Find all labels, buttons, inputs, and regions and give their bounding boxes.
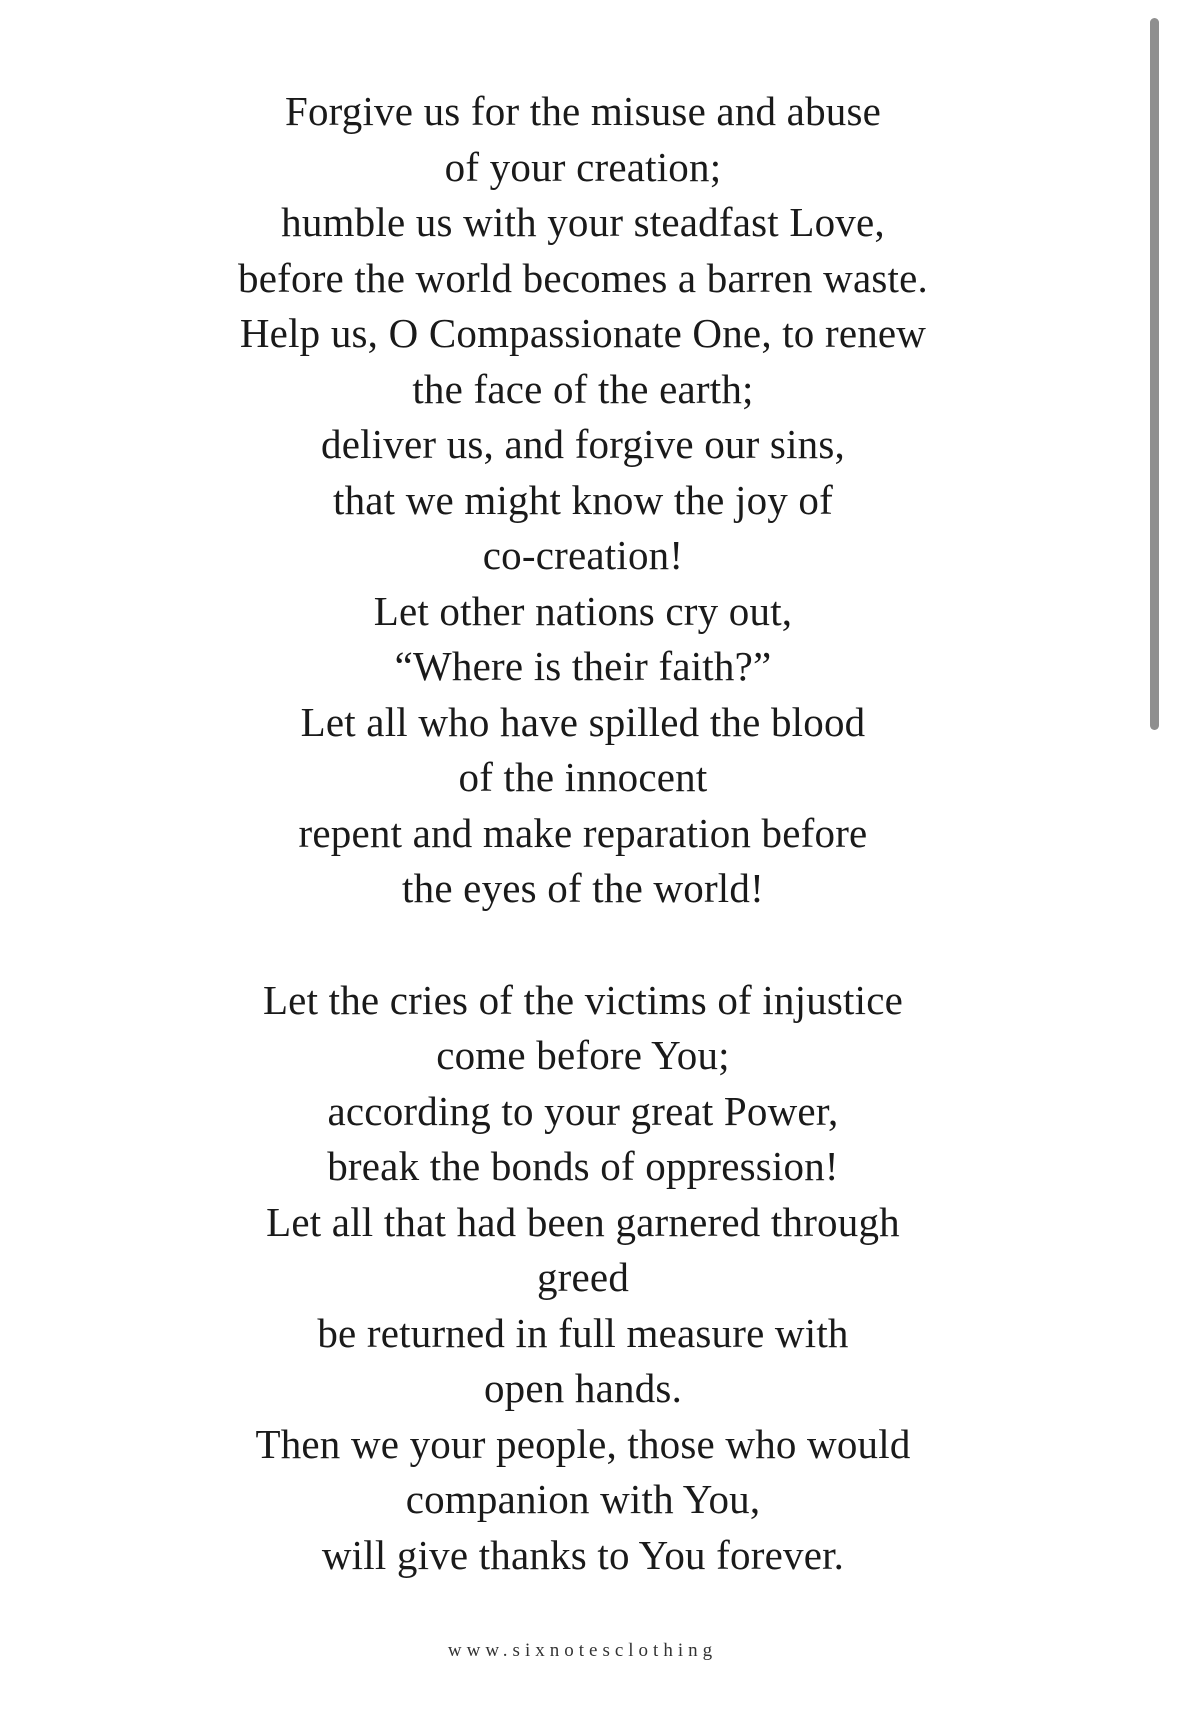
stanza-divider	[168, 917, 998, 973]
poem-line: Help us, O Compassionate One, to renew	[239, 310, 927, 356]
poem-line: according to your great Power,	[327, 1087, 839, 1134]
poem-line: greed	[536, 1254, 630, 1300]
poem-line: humble us with your steadfast Love,	[281, 199, 885, 245]
footer-website: www.sixnotesclothing	[447, 1640, 718, 1661]
poem-line: come before You;	[436, 1032, 730, 1078]
poem-line: Let the cries of the victims of injustice	[262, 976, 904, 1023]
poem-line: be returned in full measure with	[317, 1309, 849, 1356]
prayer-text	[168, 84, 998, 1583]
poem-line: of your creation;	[444, 143, 722, 190]
vertical-scrollbar[interactable]	[1150, 18, 1159, 730]
poem-line: Let all that had been garnered through	[266, 1198, 900, 1245]
poem-line: repent and make reparation before	[298, 809, 868, 856]
poem-line: “Where is their faith?”	[394, 643, 772, 689]
poem-line: co-creation!	[482, 532, 684, 578]
poem-line: will give thanks to You forever.	[321, 1531, 845, 1578]
poem-line: open hands.	[483, 1365, 683, 1411]
poem-line: Then we your people, those who would	[255, 1420, 911, 1467]
stanza-1	[168, 84, 998, 917]
poem-line: that we might know the joy of	[332, 476, 833, 523]
poem-line: the eyes of the world!	[402, 865, 764, 911]
poem-line: Let all who have spilled the blood	[300, 698, 866, 745]
poem-line: break the bonds of oppression!	[327, 1143, 839, 1189]
poem-line: before the world becomes a barren waste.	[238, 254, 928, 301]
stanza-2	[168, 973, 998, 1584]
poem-line: deliver us, and forgive our sins,	[321, 421, 845, 467]
poem-line: companion with You,	[405, 1476, 761, 1522]
poem-line: of the innocent	[458, 754, 708, 800]
poem-line: the face of the earth;	[412, 365, 754, 412]
poem-line: Forgive us for the misuse and abuse	[284, 88, 882, 134]
poem-line: Let other nations cry out,	[373, 587, 793, 634]
